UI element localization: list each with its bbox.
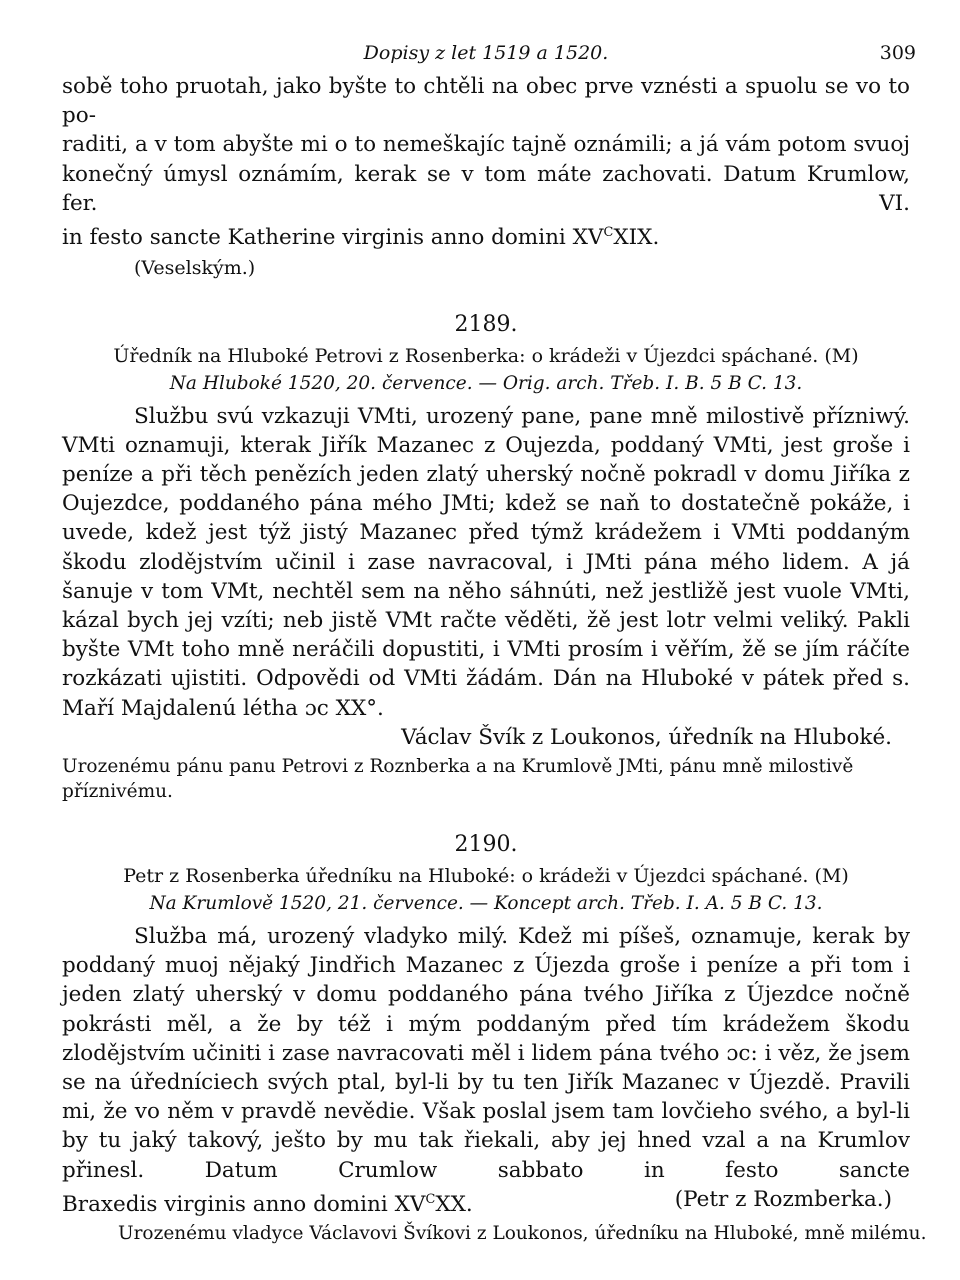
prev-line-4: [62, 218, 910, 252]
doc-body: Služba má, urozený vladyko milý. Kdež mi píšeš, oznamuje, kerak by poddaný muoj nějaký Jindřich Mazanec z Újezda groše i peníze a při tom i jeden zlatý uherský v domu poddaného pána tvého Jiříka z Újezdce nočně pokrásti měl, a že by též i mým poddaným před tím krádežem škodu zlodějstvím učiniti i zase navracovati měl i lidem pána tvého ɔc: i věz, že jsem se na úředníciech svých ptal, byl-li by tu ten Jiřík Mazanec v Újezdě. Pravili mi, že vo něm v pravdě nevědie. Však poslal jsem tam lovčieho svého, a byl-li by tu jaký takový, ješto by mu tak řiekali, aby jej hned vzal a na Krumlov přinesl. Datum Crumlow sabbato in festo sancte: [62, 924, 910, 1183]
prev-line-4-text: in festo sancte Katherine virginis anno domini XV: [62, 225, 604, 251]
doc-number: 2190.: [454, 832, 518, 858]
doc-address: Urozenému pánu panu Petrovi z Roznberka a na Krumlově JMti, pánu mně milostivě příznivému.: [62, 756, 854, 803]
page-number: 309: [879, 42, 916, 64]
prev-recipient: (Veselským.): [134, 257, 256, 280]
prev-line-1: sobě toho pruotah, jako byšte to chtěli na obec prve vznésti a spuolu se vo to po-: [62, 74, 910, 129]
document-2190: [62, 832, 927, 1246]
prev-line-4-suffix: XIX.: [613, 225, 660, 251]
doc-address: Urozenému vladyce Václavovi Švíkovi z Loukonos, úředníku na Hluboké, mně milému.: [118, 1223, 927, 1245]
page-header: [62, 38, 916, 72]
prev-line-2: raditi, a v tom abyšte mi o to nemeškajíc tajně oznámili; a já vám potom svuoj: [62, 132, 910, 158]
prev-line-3: konečný úmysl oznámím, kerak se v tom máte zachovati. Datum Krumlow, fer. VI.: [62, 161, 910, 216]
document-2189: [62, 312, 910, 804]
final-line-text: Braxedis virginis anno domini XV: [62, 1192, 426, 1217]
doc-source: Na Hluboké 1520, 20. července. — Orig. arch. Třeb. I. B. 5 B C. 13.: [169, 372, 803, 394]
previous-letter-ending: [62, 72, 910, 284]
final-line-sup: C: [425, 1191, 436, 1207]
final-line-suffix: XX.: [435, 1192, 473, 1217]
doc-number: 2189.: [454, 311, 518, 337]
page: [62, 38, 927, 1246]
doc-sender: (Petr z Rozmberka.): [674, 1186, 892, 1212]
doc-heading: Úředník na Hluboké Petrovi z Rosenberka: o krádeži v Újezdci spáchané. (M): [113, 344, 859, 367]
final-line-left: [62, 1185, 473, 1219]
doc-source: Na Krumlově 1520, 21. července. — Koncept arch. Třeb. I. A. 5 B C. 13.: [149, 893, 823, 915]
doc-signature: Václav Švík z Loukonos, úředník na Hluboké.: [401, 724, 892, 750]
running-title: Dopisy z let 1519 a 1520.: [363, 42, 609, 64]
prev-line-4-sup: C: [603, 225, 614, 241]
doc-final-line: [62, 1185, 910, 1219]
doc-heading: Petr z Rosenberka úředníku na Hluboké: o krádeži v Újezdci spáchané. (M): [123, 865, 849, 888]
doc-body: Službu svú vzkazuji VMti, urozený pane, pane mně milostivě přízniwý. VMti oznamuji, kterak Jiřík Mazanec z Oujezda, poddaný VMti, jest groše i peníze a při těch penězích jeden zlatý uherský nočně pokradl v domu Jiříka z Oujezdce, poddaného pána mého JMti; kdež se naň to dostatečně pokáže, i uvede, kdež jest týž jistý Mazanec před týmž krádežem i VMti poddaným škodu zlodějstvím učinil i zase navracoval, i JMti pána mého lidem. A já šanuje v tom VMt, nechtěl sem na něho sáhnúti, než jestližě jest vuole VMti, kázal bych jej vzíti; neb jistě VMt račte věděti, žě jest lotr velmi veliký. Pakli byšte VMt toho mně neráčili dopustiti, i VMti prosím i věřím, žě se jím ráčíte rozkázati ujistiti. Odpovědi od VMti žádám. Dán na Hluboké v pátek před s. Maří Majdalenú létha ɔc XX°.: [62, 403, 910, 721]
